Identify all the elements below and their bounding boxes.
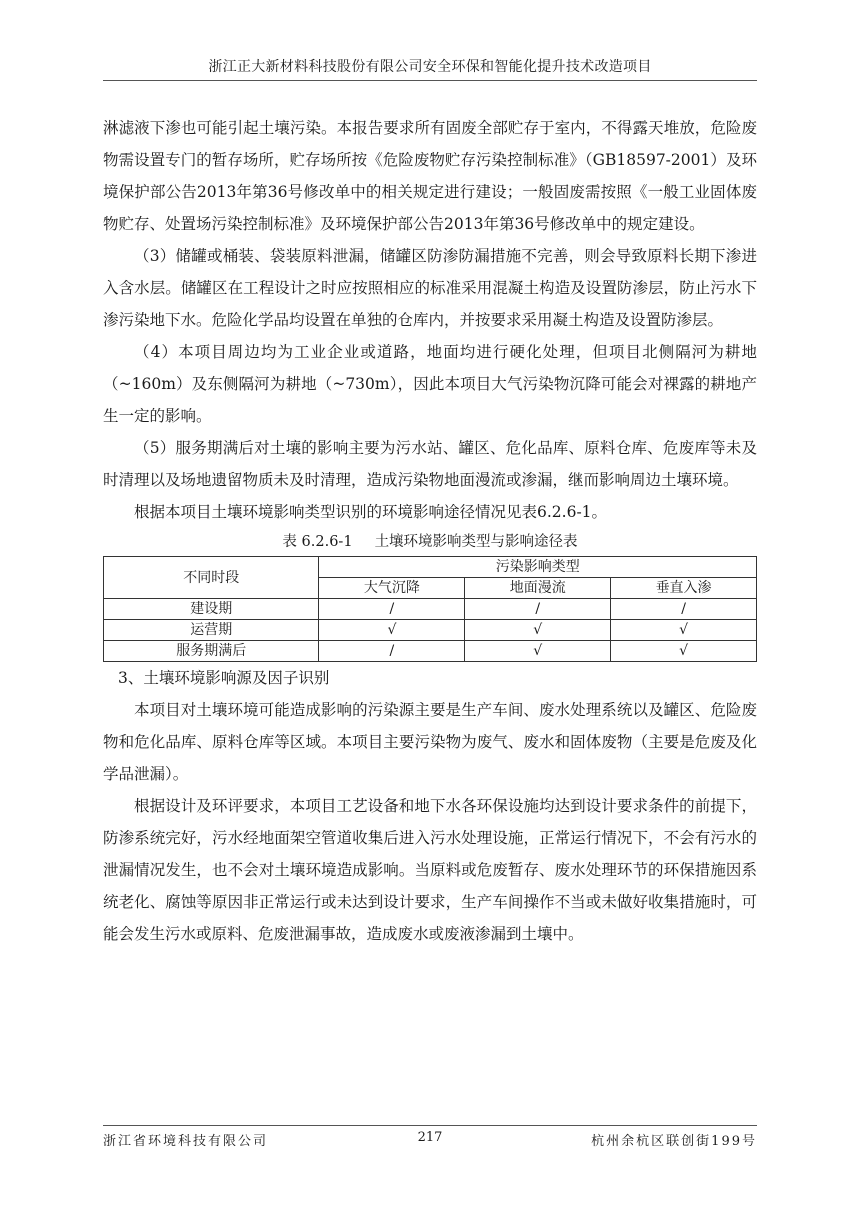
section-title: 3、土壤环境影响源及因子识别 bbox=[118, 669, 330, 687]
value-cell: √ bbox=[465, 620, 611, 641]
paragraph: 淋滤液下渗也可能引起土壤污染。本报告要求所有固废全部贮存于室内，不得露天堆放，危险废物需设置专门的暂存场所，贮存场所按《危险废物贮存污染控制标准》（GB18597-2001）及环境保护部公告2013年第36号修改单中的相关规定进行建设；一般固废需按照《一般工业固体废物贮存、处置场污染控制标准》及环境保护部公告2013年第36号修改单中的规定建设。 bbox=[103, 119, 757, 233]
value-cell: / bbox=[319, 599, 465, 620]
table-row bbox=[104, 641, 757, 662]
column-header-cell: 地面漫流 bbox=[465, 578, 611, 599]
header-divider bbox=[103, 80, 757, 81]
document-body bbox=[103, 112, 757, 950]
column-header-cell: 大气沉降 bbox=[319, 578, 465, 599]
period-cell: 服务期满后 bbox=[104, 641, 319, 662]
table-caption-number: 表 6.2.6-1 bbox=[282, 534, 353, 550]
paragraph: 本项目对土壤环境可能造成影响的污染源主要是生产车间、废水处理系统以及罐区、危险废物和危化品库、原料仓库等区域。本项目主要污染物为废气、废水和固体废物（主要是危废及化学品泄漏）。 bbox=[103, 701, 757, 783]
running-header: 浙江正大新材料科技股份有限公司安全环保和智能化提升技术改造项目 bbox=[208, 59, 652, 75]
paragraph: （4）本项目周边均为工业企业或道路，地面均进行硬化处理，但项目北侧隔河为耕地（~160m）及东侧隔河为耕地（~730m），因此本项目大气污染物沉降可能会对裸露的耕地产生一定的影响。 bbox=[103, 343, 757, 425]
footer-divider bbox=[103, 1125, 757, 1126]
footer-address: 杭州余杭区联创街199号 bbox=[591, 1134, 757, 1149]
period-cell: 运营期 bbox=[104, 620, 319, 641]
impact-pathway-table bbox=[103, 556, 757, 662]
value-cell: / bbox=[611, 599, 757, 620]
row-header-cell: 不同时段 bbox=[104, 557, 319, 599]
group-header-cell: 污染影响类型 bbox=[319, 557, 757, 578]
paragraph: （5）服务期满后对土壤的影响主要为污水站、罐区、危化品库、原料仓库、危废库等未及时清理以及场地遗留物质未及时清理，造成污染物地面漫流或渗漏，继而影响周边土壤环境。 bbox=[103, 439, 757, 489]
value-cell: / bbox=[319, 641, 465, 662]
page-number: 217 bbox=[417, 1130, 443, 1145]
paragraph: 根据本项目土壤环境影响类型识别的环境影响途径情况见表6.2.6-1。 bbox=[134, 503, 608, 521]
value-cell: √ bbox=[611, 620, 757, 641]
value-cell: √ bbox=[465, 641, 611, 662]
table-caption-title: 土壤环境影响类型与影响途径表 bbox=[374, 534, 578, 550]
value-cell: √ bbox=[319, 620, 465, 641]
paragraph: （3）储罐或桶装、袋装原料泄漏，储罐区防渗防漏措施不完善，则会导致原料长期下渗进入含水层。储罐区在工程设计之时应按照相应的标准采用混凝土构造及设置防渗层，防止污水下渗污染地下水。危险化学品均设置在单独的仓库内，并按要求采用凝土构造及设置防渗层。 bbox=[103, 247, 757, 329]
paragraph: 根据设计及环评要求，本项目工艺设备和地下水各环保设施均达到设计要求条件的前提下，防渗系统完好，污水经地面架空管道收集后进入污水处理设施，正常运行情况下，不会有污水的泄漏情况发生，也不会对土壤环境造成影响。当原料或危废暂存、废水处理环节的环保措施因系统老化、腐蚀等原因非正常运行或未达到设计要求，生产车间操作不当或未做好收集措施时，可能会发生污水或原料、危废泄漏事故，造成废水或废液渗漏到土壤中。 bbox=[103, 797, 757, 943]
value-cell: / bbox=[465, 599, 611, 620]
period-cell: 建设期 bbox=[104, 599, 319, 620]
table-caption bbox=[103, 528, 757, 556]
table-header-row bbox=[104, 557, 757, 578]
value-cell: √ bbox=[611, 641, 757, 662]
table-row bbox=[104, 599, 757, 620]
column-header-cell: 垂直入渗 bbox=[611, 578, 757, 599]
table-row bbox=[104, 620, 757, 641]
running-footer bbox=[103, 1130, 757, 1148]
footer-company: 浙江省环境科技有限公司 bbox=[103, 1134, 269, 1149]
